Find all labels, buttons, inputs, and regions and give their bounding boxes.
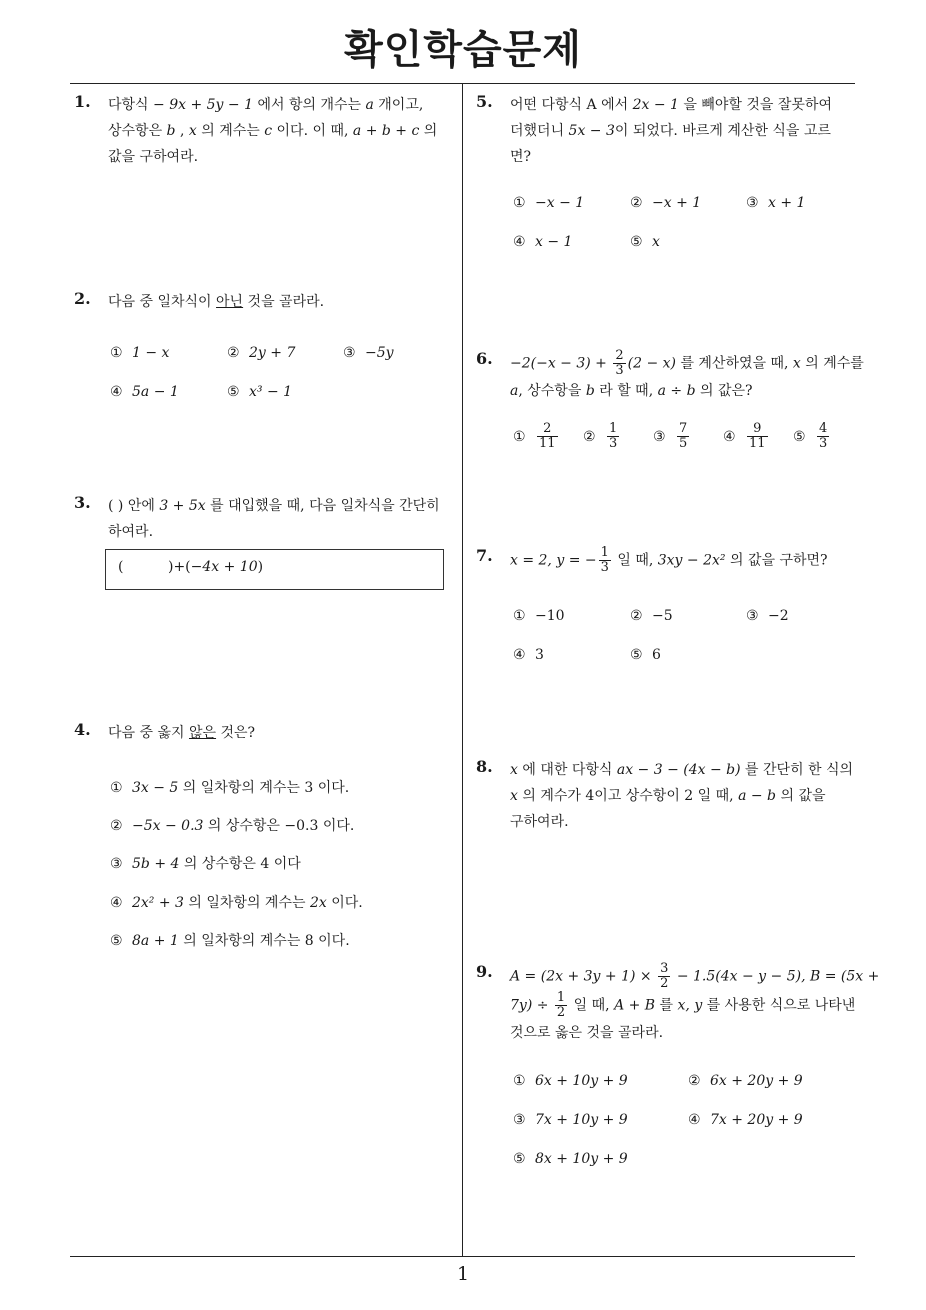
math-expression: − 1.5(4x − y − 5), B = (5x +: [672, 968, 880, 985]
math-expression: x: [652, 234, 660, 250]
fraction-denominator: 11: [749, 436, 766, 451]
math-expression: 6x + 20y + 9: [710, 1073, 803, 1089]
text-run: 를 계산하였을 때,: [676, 355, 793, 372]
math-expression: 2y + 7: [249, 345, 296, 361]
choice-marker: ①: [110, 345, 123, 361]
text-run: (: [118, 559, 124, 575]
page-title: 확인학습문제: [344, 27, 582, 73]
text-run: ): [257, 559, 264, 575]
choice-marker: ②: [688, 1073, 701, 1089]
choice-1[interactable]: [513, 608, 565, 624]
text-run: −5: [652, 608, 673, 624]
question-line: [510, 783, 853, 809]
choice-marker: ④: [513, 647, 526, 663]
text-run: 상수항은: [108, 123, 167, 139]
text-run: 의 계수가 4이고 상수항이 2 일 때,: [517, 788, 739, 804]
choice-marker: ③: [746, 195, 759, 211]
choice-marker: ⑤: [513, 1151, 526, 1167]
fraction: [599, 546, 611, 575]
question-text: [108, 289, 324, 315]
text-run: 어떤 다항식 A 에서: [510, 97, 633, 113]
question-line: [108, 118, 437, 144]
math-expression: x = 2, y = −: [510, 552, 597, 569]
choice-marker: ④: [110, 384, 123, 400]
math-expression: −5x − 0.3: [132, 818, 204, 834]
fraction-denominator: 5: [679, 436, 688, 451]
question-number: 4.: [74, 720, 91, 739]
fraction-numerator: 9: [747, 422, 768, 437]
text-run: 를 사용한 식으로 나타낸: [702, 997, 856, 1014]
math-expression: 1 − x: [132, 345, 170, 361]
emphasis-underline: 아닌: [216, 294, 244, 310]
math-expression: x: [188, 123, 197, 139]
fraction-denominator: 2: [556, 1005, 566, 1020]
text-run: 3: [535, 647, 544, 663]
math-expression: 7x + 10y + 9: [535, 1112, 628, 1128]
text-run: 개이고,: [373, 97, 424, 113]
choice-1[interactable]: [513, 1073, 628, 1089]
question-text: [108, 720, 255, 746]
question-line: [108, 92, 437, 118]
choice-5[interactable]: [630, 647, 661, 663]
choice-marker: ⑤: [110, 933, 123, 949]
math-expression: x: [510, 762, 518, 778]
choice-marker: ①: [513, 428, 526, 445]
fraction-denominator: 11: [539, 436, 556, 451]
text-run: 일 때,: [612, 552, 658, 569]
text-run: 일 때,: [569, 997, 615, 1014]
text-run: 것은?: [216, 725, 256, 741]
text-run: 의 값을 구하면?: [725, 552, 828, 569]
math-expression: c: [264, 123, 273, 139]
expression-box: [105, 549, 444, 590]
text-run: 이 되었다. 바르게 계산한 식을 고르: [614, 123, 831, 139]
choice-marker: ④: [110, 895, 123, 911]
math-expression: 5x − 3: [568, 123, 615, 139]
math-expression: a: [365, 97, 374, 113]
fraction-numerator: 1: [556, 990, 566, 1005]
question-line: [108, 144, 437, 170]
choice-marker: ②: [583, 428, 596, 445]
math-expression: −4x + 10: [190, 559, 258, 575]
choice-marker: ①: [513, 608, 526, 624]
fraction: [537, 422, 558, 451]
choice-2[interactable]: [110, 815, 354, 835]
math-expression: 8a + 1: [132, 933, 179, 949]
choice-3[interactable]: [746, 608, 789, 624]
choice-marker: ①: [513, 195, 526, 211]
math-expression: 7x + 20y + 9: [710, 1112, 803, 1128]
choice-5[interactable]: [630, 234, 660, 250]
expression-text: [118, 559, 263, 575]
question-line: [108, 493, 440, 519]
text-run: 의 상수항은 4 이다: [179, 856, 301, 872]
question-line: [510, 92, 832, 118]
text-run: 것을 골라라.: [243, 294, 325, 310]
math-expression: 3 + 5x: [159, 498, 206, 514]
choice-1[interactable]: [513, 195, 584, 211]
question-line: [510, 546, 828, 575]
math-expression: b: [585, 383, 595, 399]
fraction-numerator: 7: [679, 421, 688, 436]
text-run: 에서 항의 개수는: [253, 97, 366, 113]
choice-marker: ⑤: [630, 234, 643, 250]
math-expression: x, y: [677, 997, 703, 1014]
math-expression: x − 1: [535, 234, 573, 250]
text-run: 에 대한 다항식: [517, 762, 617, 778]
choice-3[interactable]: [513, 1112, 628, 1128]
question-line: [510, 962, 879, 991]
fraction-numerator: 2: [537, 422, 558, 437]
choice-4[interactable]: [688, 1112, 803, 1128]
choice-5[interactable]: [793, 422, 831, 451]
text-run: 의 일차항의 계수는 3 이다.: [178, 780, 350, 796]
choice-5[interactable]: [110, 930, 350, 950]
question-line: [510, 757, 853, 783]
fraction: [658, 962, 670, 991]
choice-marker: ④: [723, 428, 736, 445]
fraction-denominator: 3: [600, 560, 609, 575]
question-line: [510, 349, 864, 378]
question-number: 2.: [74, 289, 91, 308]
text-run: 의 계수는: [196, 123, 265, 139]
text-run: 이다. 이 때,: [272, 123, 353, 139]
math-expression: a: [510, 383, 519, 399]
math-expression: x + 1: [768, 195, 806, 211]
choice-marker: ③: [513, 1112, 526, 1128]
math-expression: 3xy − 2x²: [657, 552, 726, 569]
question-text: [510, 92, 832, 170]
math-expression: A + B: [614, 997, 656, 1014]
text-run: ( ) 안에: [108, 498, 160, 514]
fraction: [613, 349, 625, 378]
question-text: [510, 962, 879, 1046]
fraction-denominator: 2: [660, 976, 669, 991]
choice-5[interactable]: [227, 384, 292, 400]
text-run: 다음 중 일차식이: [108, 294, 217, 310]
text-run: 의 일차항의 계수는 8 이다.: [178, 933, 350, 949]
question-text: [510, 757, 853, 835]
choice-marker: ③: [746, 608, 759, 624]
text-run: 의 값을: [776, 788, 826, 804]
math-expression: a ÷ b: [657, 383, 696, 399]
fraction-denominator: 3: [819, 436, 828, 451]
choice-marker: ④: [688, 1112, 701, 1128]
choice-marker: ①: [110, 780, 123, 796]
text-run: 의 계수를: [800, 355, 864, 372]
math-expression: −x − 1: [535, 195, 585, 211]
choice-4[interactable]: [110, 892, 363, 912]
fraction-denominator: 3: [615, 363, 624, 378]
text-run: ,: [175, 123, 189, 139]
choice-4[interactable]: [110, 384, 179, 400]
choice-3[interactable]: [343, 345, 394, 361]
footer-rule: [70, 1256, 855, 1257]
choice-marker: ②: [110, 818, 123, 834]
text-run: −10: [535, 608, 565, 624]
question-number: 8.: [476, 757, 493, 776]
math-expression: −2(−x − 3) +: [510, 355, 612, 372]
fraction: [555, 991, 567, 1020]
fraction: [747, 422, 768, 451]
fraction-denominator: 3: [609, 436, 618, 451]
question-number: 5.: [476, 92, 493, 111]
question-number: 6.: [476, 349, 493, 368]
text-run: [123, 559, 168, 575]
math-expression: 3x − 5: [132, 780, 179, 796]
question-line: [510, 144, 832, 170]
choice-3[interactable]: [746, 195, 805, 211]
fraction-numerator: 3: [660, 961, 669, 976]
choice-4[interactable]: [723, 422, 770, 451]
question-number: 9.: [476, 962, 493, 981]
math-expression: −5y: [365, 345, 394, 361]
choice-marker: ③: [343, 345, 356, 361]
text-run: −2: [768, 608, 789, 624]
choice-2[interactable]: [227, 345, 295, 361]
text-run: 다음 중 옳지: [108, 725, 189, 741]
fraction-numerator: 1: [609, 421, 618, 436]
choice-3[interactable]: [653, 422, 691, 451]
choice-marker: ⑤: [630, 647, 643, 663]
math-expression: (2 − x): [627, 355, 676, 372]
choice-marker: ⑤: [227, 384, 240, 400]
math-expression: 5a − 1: [132, 384, 179, 400]
choice-4[interactable]: [513, 647, 544, 663]
choice-marker: ②: [630, 195, 643, 211]
page-number: 1: [456, 1263, 470, 1285]
choice-5[interactable]: [513, 1151, 628, 1167]
question-line: [510, 118, 832, 144]
question-number: 3.: [74, 493, 91, 512]
math-expression: x: [510, 788, 518, 804]
text-run: 값을 구하여라.: [108, 149, 199, 165]
math-expression: 8x + 10y + 9: [535, 1151, 628, 1167]
text-run: 것으로 옳은 것을 골라라.: [510, 1025, 664, 1041]
text-run: 6: [652, 647, 661, 663]
choice-1[interactable]: [513, 422, 560, 451]
fraction: [677, 422, 689, 451]
fraction-numerator: 2: [615, 348, 624, 363]
math-expression: −x + 1: [652, 195, 702, 211]
choice-4[interactable]: [513, 234, 572, 250]
math-expression: 5b + 4: [132, 856, 180, 872]
question-number: 7.: [476, 546, 493, 565]
choice-marker: ④: [513, 234, 526, 250]
question-line: [510, 809, 853, 835]
choice-2[interactable]: [688, 1073, 803, 1089]
math-expression: a − b: [738, 788, 777, 804]
text-run: 다항식: [108, 97, 154, 113]
fraction-numerator: 1: [600, 545, 609, 560]
choice-marker: ②: [227, 345, 240, 361]
question-line: [510, 1020, 879, 1046]
text-run: 를 간단히 한 식의: [740, 762, 854, 778]
math-expression: x: [792, 355, 801, 372]
choice-1[interactable]: [110, 777, 349, 797]
fraction: [607, 422, 619, 451]
text-run: 을 빼야할 것을 잘못하여: [678, 97, 832, 113]
text-run: , 상수항을: [518, 383, 586, 399]
choice-1[interactable]: [110, 345, 169, 361]
emphasis-underline: 않은: [188, 725, 217, 741]
choice-3[interactable]: [110, 853, 301, 873]
text-run: 의 값은?: [695, 383, 753, 399]
math-expression: 2x − 1: [632, 97, 679, 113]
text-run: 하여라.: [108, 524, 154, 540]
math-expression: 2x² + 3: [132, 895, 184, 911]
choice-marker: ①: [513, 1073, 526, 1089]
question-text: [510, 349, 864, 404]
question-line: [510, 991, 879, 1020]
text-run: 를: [655, 997, 678, 1014]
math-expression: x³ − 1: [249, 384, 293, 400]
choice-marker: ③: [653, 428, 666, 445]
question-line: [108, 720, 255, 746]
text-run: 의: [419, 123, 438, 139]
math-expression: ax − 3 − (4x − b): [616, 762, 741, 778]
choice-2[interactable]: [630, 195, 701, 211]
math-expression: b: [166, 123, 176, 139]
question-number: 1.: [74, 92, 91, 111]
math-expression: − 9x + 5y − 1: [153, 97, 253, 113]
choice-2[interactable]: [583, 422, 621, 451]
text-run: 이다.: [326, 895, 363, 911]
fraction-numerator: 4: [819, 421, 828, 436]
text-run: 라 할 때,: [594, 383, 658, 399]
text-run: 의 일차항의 계수는: [183, 895, 310, 911]
question-line: [108, 519, 440, 545]
question-line: [510, 378, 864, 404]
column-divider: [462, 84, 463, 1256]
question-text: [108, 92, 437, 170]
text-run: )+(: [167, 559, 191, 575]
text-run: 구하여라.: [510, 814, 569, 830]
text-run: 를 대입했을 때, 다음 일차식을 간단히: [205, 498, 440, 514]
fraction: [817, 422, 829, 451]
text-run: 더했더니: [510, 123, 569, 139]
text-run: 의 상수항은 −0.3 이다.: [203, 818, 355, 834]
math-expression: A = (2x + 3y + 1) ×: [510, 968, 657, 985]
question-line: [108, 289, 324, 315]
question-text: [510, 546, 828, 575]
math-expression: 7y) ÷: [510, 997, 553, 1014]
math-expression: 6x + 10y + 9: [535, 1073, 628, 1089]
choice-marker: ②: [630, 608, 643, 624]
question-text: [108, 493, 440, 545]
math-expression: 2x: [309, 895, 327, 911]
choice-marker: ⑤: [793, 428, 806, 445]
math-expression: a + b + c: [352, 123, 420, 139]
choice-2[interactable]: [630, 608, 673, 624]
text-run: 면?: [510, 149, 532, 165]
choice-marker: ③: [110, 856, 123, 872]
